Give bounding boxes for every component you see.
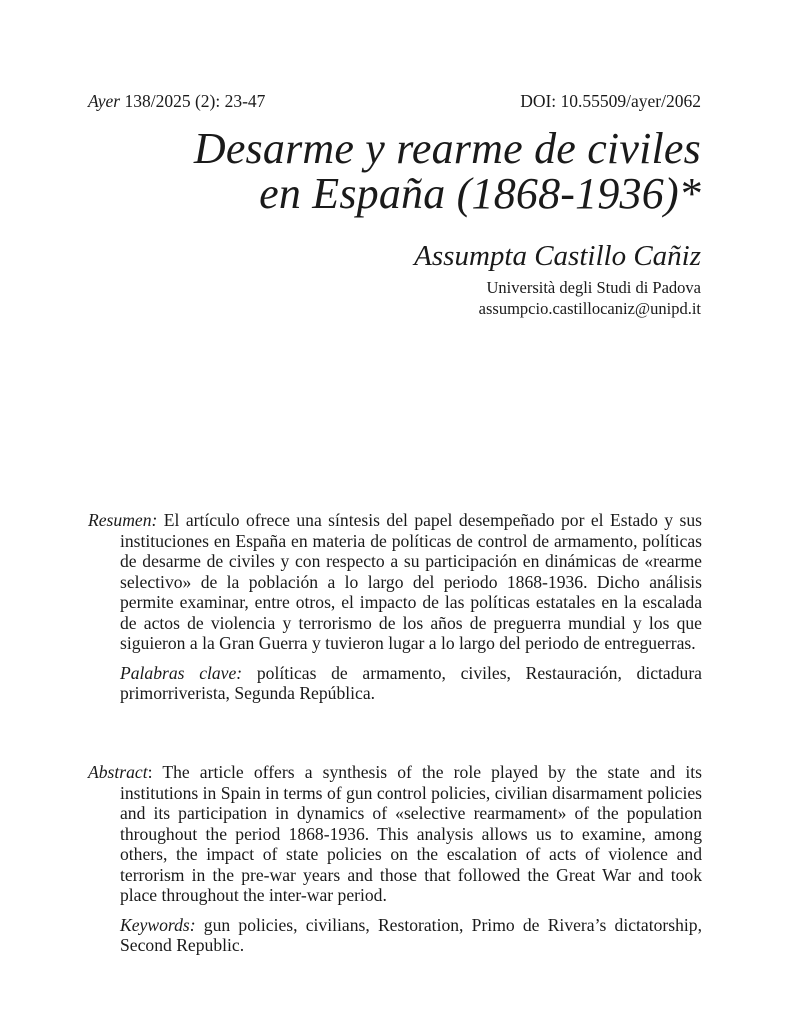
palabras-clave-label: Palabras clave: — [120, 662, 243, 683]
abstract-section — [88, 762, 702, 956]
keywords-label: Keywords: — [120, 914, 196, 935]
abstract-label: Abstract — [88, 762, 148, 782]
resumen-paragraph — [88, 510, 702, 654]
resumen-section — [88, 510, 702, 704]
keywords-text: gun policies, civilians, Restoration, Primo de Rivera’s dictatorship, Second Republic. — [120, 914, 702, 955]
running-header — [88, 91, 701, 112]
article-title — [194, 126, 701, 216]
palabras-clave-paragraph — [88, 663, 702, 704]
resumen-text: El artículo ofrece una síntesis del papel desempeñado por el Estado y sus instituciones en España en materia de políticas de control de armamento, políticas de desarme de civiles y con respecto a su participación en dinámicas de «rearme selectivo» de la población a lo largo del periodo 1868-1936. Dicho análisis permite examinar, entre otros, el impacto de las políticas estatales en la escalada de actos de violencia y terrorismo de los años de preguerra mundial y los que siguieron a la Gran Guerra y tuvieron lugar a lo largo del periodo de entreguerras. — [120, 510, 702, 653]
author-affiliation-block — [479, 277, 701, 319]
journal-issue: 138/2025 (2): 23-47 — [120, 91, 266, 111]
author-email: assumpcio.castillocaniz@unipd.it — [478, 299, 701, 318]
palabras-clave-text: políticas de armamento, civiles, Restauración, dictadura primorriverista, Segunda República. — [120, 662, 702, 703]
doi: DOI: 10.55509/ayer/2062 — [520, 91, 701, 111]
title-line-1: Desarme y rearme de civiles — [193, 124, 701, 173]
abstract-paragraph — [88, 762, 702, 906]
journal-name: Ayer — [88, 91, 121, 111]
keywords-paragraph — [88, 915, 702, 956]
journal-citation — [88, 91, 265, 112]
author-affiliation: Università degli Studi di Padova — [486, 278, 701, 297]
abstract-text: : The article offers a synthesis of the role played by the state and its institutions in Spain in terms of gun control policies, civilian disarmament policies and its participation in dynamics of «selective rearmament» of the population throughout the period 1868-1936. This analysis allows us to examine, among others, the impact of state policies on the escalation of acts of violence and terrorism in the pre-war years and those that followed the Great War and took place throughout the inter-war period. — [120, 762, 702, 905]
title-line-2: en España (1868-1936)* — [259, 169, 701, 218]
author-name: Assumpta Castillo Cañiz — [414, 240, 701, 272]
resumen-label: Resumen: — [88, 510, 158, 530]
